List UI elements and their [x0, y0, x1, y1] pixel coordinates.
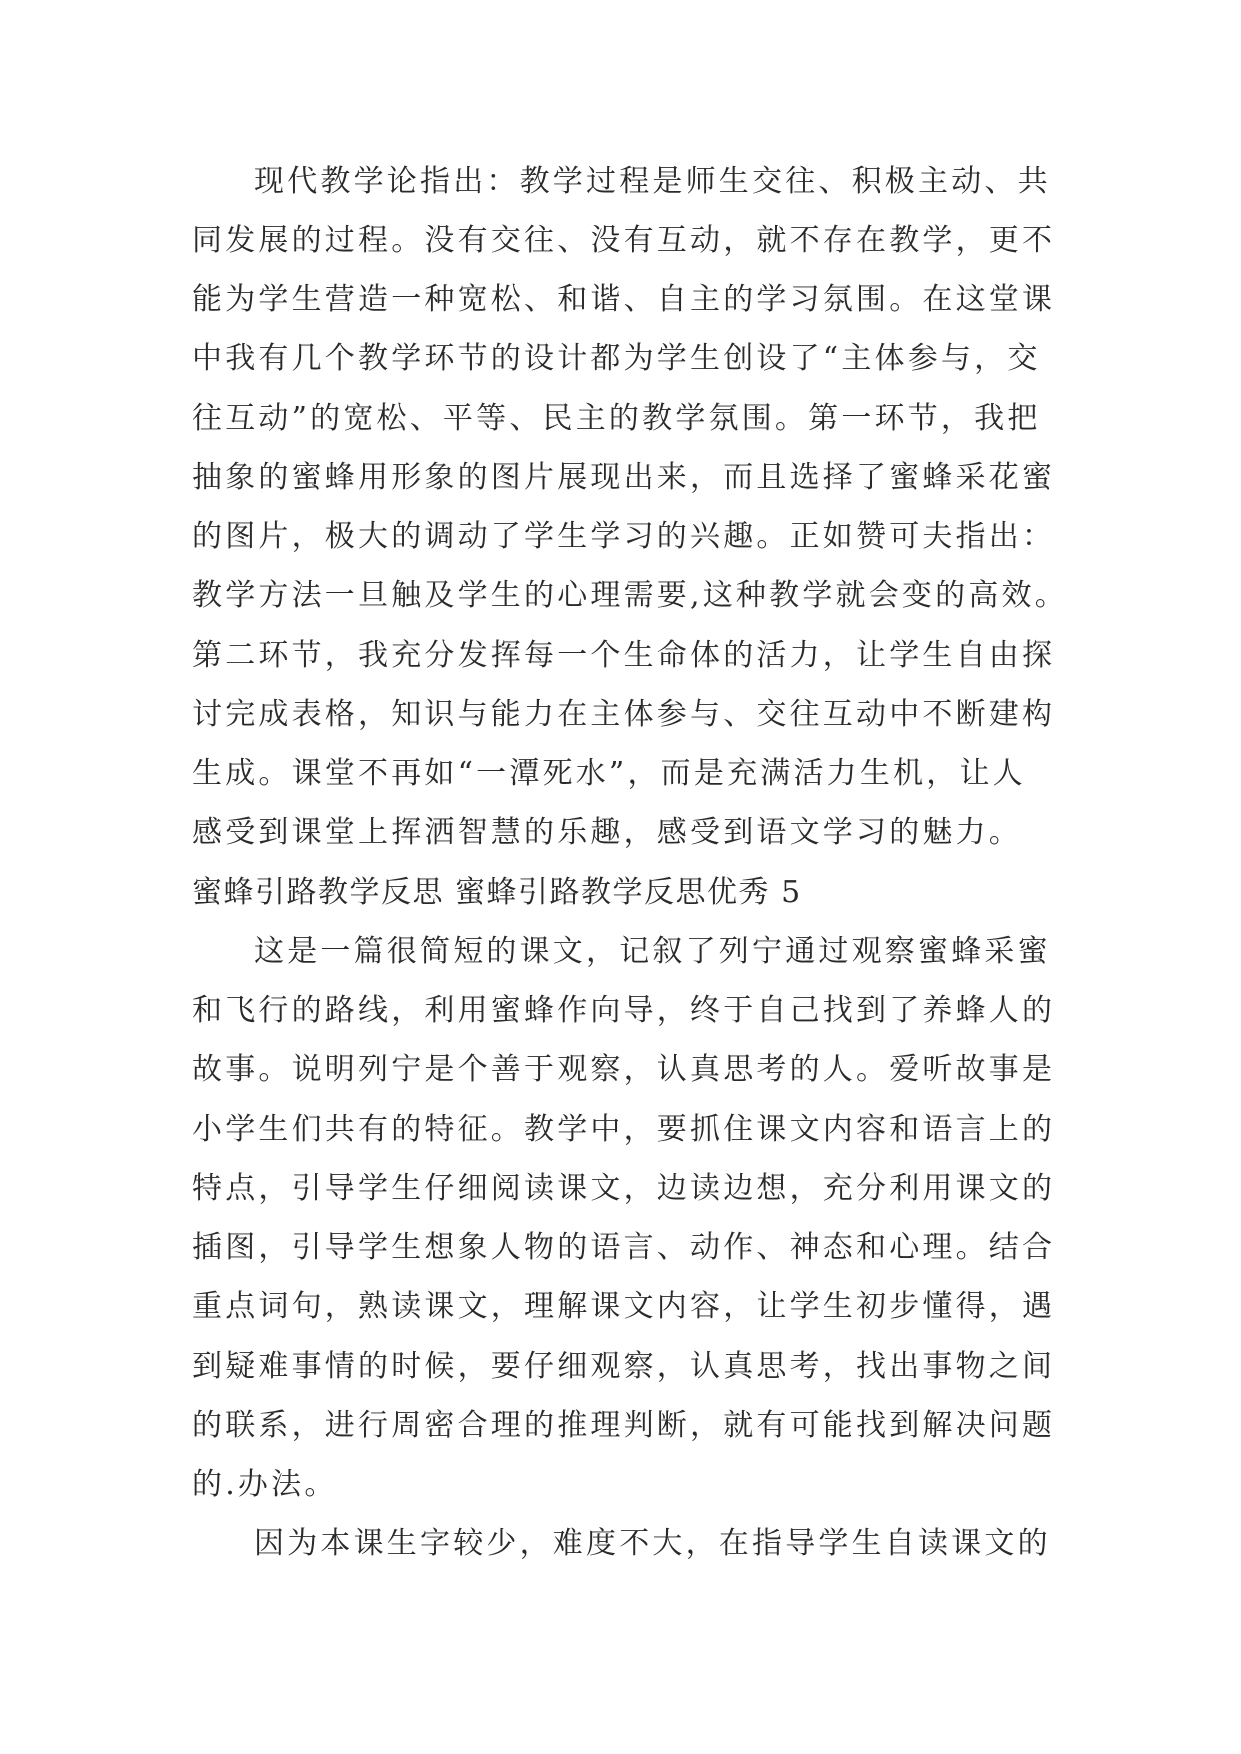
paragraph-line: 教学方法一旦触及学生的心理需要,这种教学就会变的高效。 [192, 578, 1068, 613]
paragraph-line: 抽象的蜜蜂用形象的图片展现出来，而且选择了蜜蜂采花蜜 [192, 460, 1056, 495]
paragraph-line: 感受到课堂上挥洒智慧的乐趣，感受到语文学习的魅力。 [192, 815, 1022, 850]
paragraph-line: 因为本课生字较少，难度不大，在指导学生自读课文的 [254, 1526, 1051, 1561]
paragraph-line: 的.办法。 [192, 1467, 338, 1502]
paragraph-line: 往互动”的宽松、平等、民主的教学氛围。第一环节，我把 [192, 401, 1041, 436]
section-heading: 蜜蜂引路教学反思 蜜蜂引路教学反思优秀 5 [192, 875, 802, 910]
paragraph-line: 的图片，极大的调动了学生学习的兴趣。正如赞可夫指出： [192, 519, 1056, 554]
paragraph-line: 重点词句，熟读课文，理解课文内容，让学生初步懂得，遇 [192, 1289, 1056, 1324]
paragraph-line: 生成。课堂不再如“一潭死水”，而是充满活力生机，让人 [192, 756, 1026, 791]
paragraph-line: 小学生们共有的特征。教学中，要抓住课文内容和语言上的 [192, 1112, 1056, 1147]
paragraph-line: 第二环节，我充分发挥每一个生命体的活力，让学生自由探 [192, 638, 1056, 673]
paragraph-line: 中我有几个教学环节的设计都为学生创设了“主体参与，交 [192, 341, 1041, 376]
paragraph-line: 的联系，进行周密合理的推理判断，就有可能找到解决问题 [192, 1408, 1056, 1443]
paragraph-line: 到疑难事情的时候，要仔细观察，认真思考，找出事物之间 [192, 1349, 1056, 1384]
paragraph-line: 特点，引导学生仔细阅读课文，边读边想，充分利用课文的 [192, 1171, 1056, 1206]
paragraph-line: 插图，引导学生想象人物的语言、动作、神态和心理。结合 [192, 1230, 1056, 1265]
paragraph-line: 这是一篇很简短的课文，记叙了列宁通过观察蜜蜂采蜜 [254, 934, 1051, 969]
paragraph-line: 同发展的过程。没有交往、没有互动，就不存在教学，更不 [192, 223, 1056, 258]
paragraph-line: 讨完成表格，知识与能力在主体参与、交往互动中不断建构 [192, 697, 1056, 732]
paragraph-line: 故事。说明列宁是个善于观察，认真思考的人。爱听故事是 [192, 1052, 1056, 1087]
paragraph-line: 能为学生营造一种宽松、和谐、自主的学习氛围。在这堂课 [192, 282, 1056, 317]
paragraph-line: 现代教学论指出：教学过程是师生交往、积极主动、共 [254, 164, 1051, 199]
paragraph-line: 和飞行的路线，利用蜜蜂作向导，终于自己找到了养蜂人的 [192, 993, 1056, 1028]
